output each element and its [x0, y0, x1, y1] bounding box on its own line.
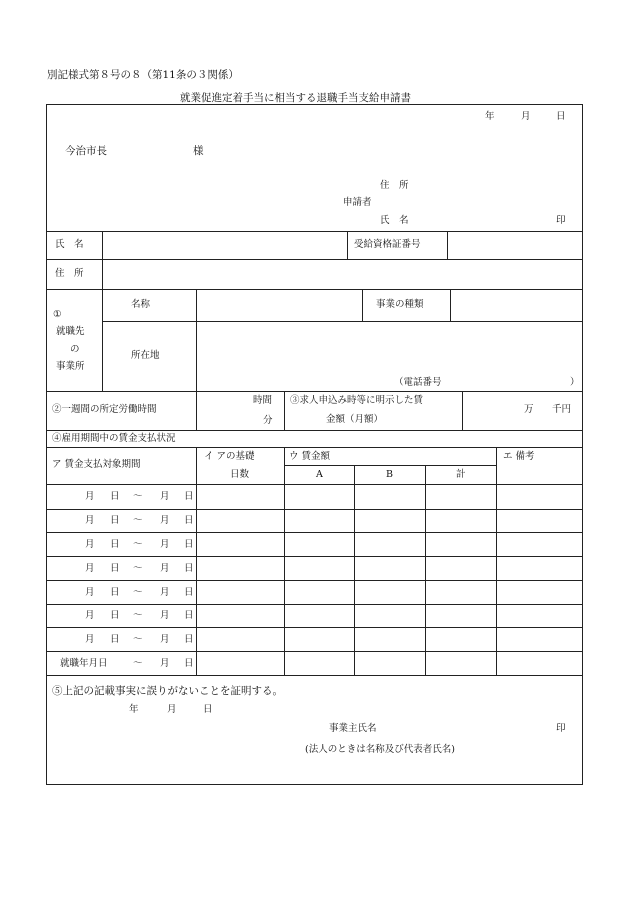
- addressee: 今治市長: [65, 145, 107, 157]
- honorific: 様: [193, 145, 204, 157]
- phone-close: ）: [570, 377, 580, 388]
- date-year: 年: [485, 111, 495, 122]
- rule: [102, 321, 583, 322]
- period-tilde: ～: [133, 658, 143, 669]
- hours-unit: 時間: [253, 395, 273, 406]
- weekly-hours-label: ②一週間の所定労働時間: [52, 404, 157, 415]
- workplace-name-label: 名称: [131, 299, 151, 310]
- period-tilde: ～: [133, 491, 143, 502]
- wage-unit-man: 万: [524, 404, 534, 415]
- business-type-field[interactable]: [452, 291, 580, 319]
- period-start-month: 月: [85, 515, 95, 526]
- period-end-month: 月: [160, 539, 170, 550]
- rule: [46, 651, 583, 652]
- workplace-circle-number: ①: [53, 309, 62, 320]
- rule: [46, 289, 583, 290]
- rule: [46, 447, 583, 448]
- period-start-day: 日: [110, 634, 120, 645]
- rule: [347, 231, 348, 259]
- business-type-label: 事業の種類: [376, 299, 424, 310]
- rule: [46, 430, 583, 431]
- col-i-header-1: イ アの基礎: [204, 451, 255, 462]
- employer-seal: 印: [556, 723, 566, 734]
- col-u-a: A: [316, 469, 323, 480]
- rule: [284, 465, 496, 466]
- period-start-month: 月: [85, 491, 95, 502]
- period-tilde: ～: [133, 539, 143, 550]
- applicant-address-label: 住 所: [380, 180, 409, 191]
- rule: [46, 231, 583, 232]
- col-i-header-2: 日数: [230, 469, 250, 480]
- period-tilde: ～: [133, 563, 143, 574]
- period-end-day: 日: [184, 515, 194, 526]
- rule: [284, 447, 285, 675]
- rule: [284, 391, 285, 430]
- location-label: 所在地: [131, 350, 160, 361]
- col-u-b: B: [386, 469, 393, 480]
- border-right: [582, 104, 583, 785]
- period-start-month: 月: [85, 634, 95, 645]
- rule: [362, 289, 363, 321]
- border-top: [46, 104, 583, 105]
- minutes-unit: 分: [263, 415, 273, 426]
- name-field[interactable]: [104, 233, 345, 257]
- rule: [46, 509, 583, 510]
- col-u-header: ウ 賃金額: [289, 451, 331, 462]
- phone-label: （電話番号: [394, 377, 442, 388]
- period-end-day: 日: [184, 610, 194, 621]
- rule: [425, 465, 426, 675]
- rule: [196, 289, 197, 391]
- rule: [102, 231, 103, 391]
- workplace-label-2: の: [70, 344, 80, 355]
- period-end-month: 月: [160, 610, 170, 621]
- period-end-day: 日: [184, 634, 194, 645]
- date-day: 日: [556, 111, 566, 122]
- border-left: [46, 104, 47, 785]
- period-start-day: 日: [110, 491, 120, 502]
- period-tilde: ～: [133, 515, 143, 526]
- period-end-month: 月: [160, 515, 170, 526]
- location-field[interactable]: [198, 323, 580, 375]
- period-end-day: 日: [184, 658, 194, 669]
- col-u-total: 計: [456, 469, 466, 480]
- col-e-header: エ 備考: [503, 451, 535, 462]
- date-month: 月: [521, 111, 531, 122]
- cert-date-year: 年: [129, 704, 139, 715]
- form-title: 就業促進定着手当に相当する退職手当支給申請書: [180, 92, 411, 104]
- rule: [496, 447, 497, 675]
- rule: [46, 604, 583, 605]
- period-end-day: 日: [184, 539, 194, 550]
- applicant-label: 申請者: [343, 197, 372, 208]
- employment-date-label: 就職年月日: [60, 658, 108, 669]
- period-start-month: 月: [85, 610, 95, 621]
- applicant-name-label: 氏 名: [380, 215, 409, 226]
- wage-unit-sen: 千円: [552, 404, 572, 415]
- period-start-day: 日: [110, 515, 120, 526]
- applicant-seal: 印: [556, 215, 566, 226]
- col-a-header: ア 賃金支払対象期間: [52, 459, 141, 470]
- workplace-label-3: 事業所: [56, 361, 85, 372]
- rule: [450, 289, 451, 321]
- period-start-month: 月: [85, 587, 95, 598]
- period-tilde: ～: [133, 610, 143, 621]
- rule: [196, 391, 197, 430]
- rule: [354, 465, 355, 675]
- rule: [46, 532, 583, 533]
- period-start-month: 月: [85, 539, 95, 550]
- offered-wage-label-2: 金額（月額）: [326, 414, 384, 425]
- period-start-month: 月: [85, 563, 95, 574]
- cert-date-day: 日: [203, 704, 213, 715]
- form-reference: 別記様式第８号の８（第11条の３関係）: [47, 69, 239, 81]
- rule: [46, 259, 583, 260]
- rule: [196, 447, 197, 675]
- rule: [46, 580, 583, 581]
- period-end-month: 月: [160, 491, 170, 502]
- offered-wage-label-1: ③求人申込み時等に明示した賃: [290, 395, 424, 406]
- period-end-month: 月: [160, 634, 170, 645]
- rule: [46, 556, 583, 557]
- period-end-day: 日: [184, 563, 194, 574]
- corporate-note: (法人のときは名称及び代表者氏名): [305, 744, 455, 755]
- address-field[interactable]: [104, 261, 580, 287]
- period-start-day: 日: [110, 539, 120, 550]
- cert-number-label: 受給資格証番号: [354, 239, 421, 250]
- period-end-month: 月: [160, 563, 170, 574]
- rule: [46, 484, 583, 485]
- wage-section-label: ④雇用期間中の賃金支払状況: [52, 433, 176, 444]
- workplace-name-field[interactable]: [198, 291, 360, 319]
- period-end-month: 月: [160, 587, 170, 598]
- period-end-day: 日: [184, 491, 194, 502]
- cert-date-month: 月: [167, 704, 177, 715]
- certification-statement: ⑤上記の記載事実に誤りがないことを証明する。: [52, 685, 283, 697]
- border-bottom: [46, 784, 583, 785]
- rule: [447, 231, 448, 259]
- period-start-day: 日: [110, 563, 120, 574]
- period-start-day: 日: [110, 587, 120, 598]
- period-end-day: 日: [184, 587, 194, 598]
- rule: [46, 627, 583, 628]
- rule: [46, 675, 583, 676]
- rule: [462, 391, 463, 430]
- address-label: 住 所: [55, 268, 84, 279]
- period-tilde: ～: [133, 587, 143, 598]
- cert-number-field[interactable]: [449, 233, 580, 257]
- employer-name-label: 事業主氏名: [329, 723, 377, 734]
- period-start-day: 日: [110, 610, 120, 621]
- name-label: 氏 名: [55, 239, 84, 250]
- period-tilde: ～: [133, 634, 143, 645]
- rule: [46, 391, 583, 392]
- workplace-label-1: 就職先: [56, 326, 85, 337]
- period-end-month: 月: [160, 658, 170, 669]
